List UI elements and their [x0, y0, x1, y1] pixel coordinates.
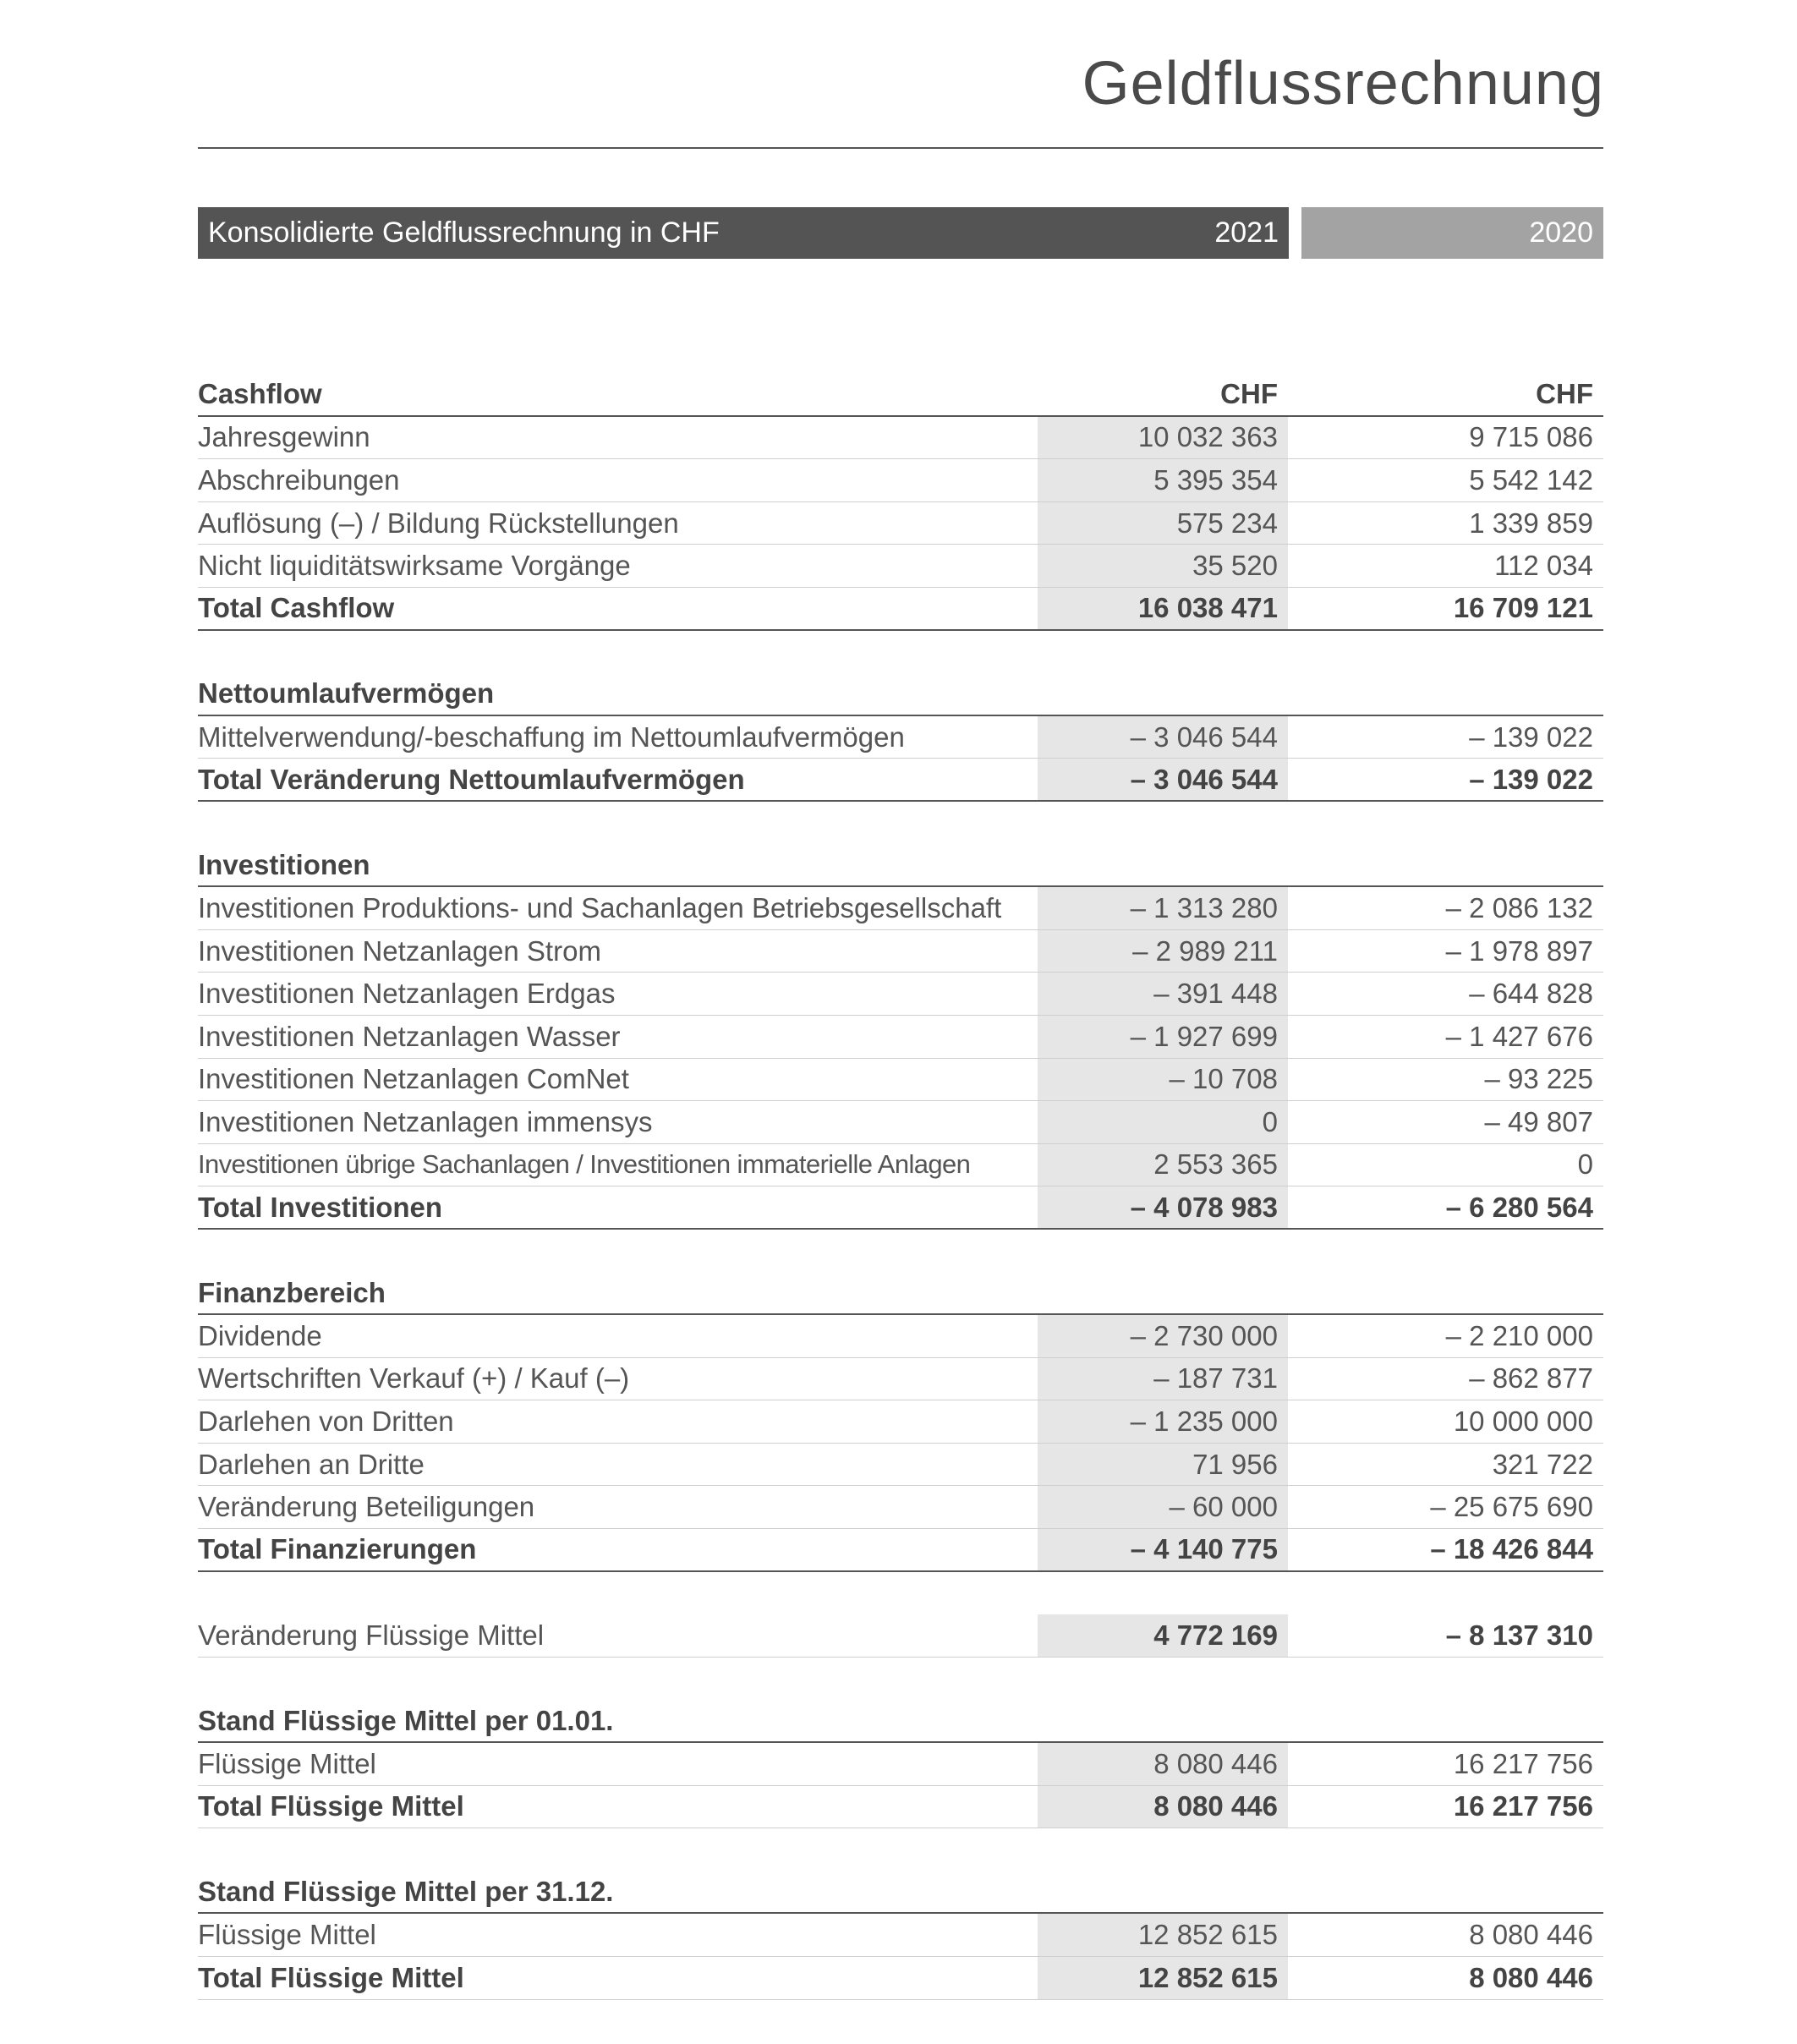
- row-label: Abschreibungen: [198, 463, 400, 496]
- value-2021: – 2 989 211: [1038, 930, 1288, 973]
- table-row: [198, 973, 1603, 1016]
- value-2020: – 6 280 564: [1445, 1191, 1593, 1223]
- table-row: [198, 1059, 1603, 1102]
- total-row-cashflow: [198, 588, 1603, 631]
- total-row-finanz: [198, 1529, 1603, 1572]
- total-row-stand-end: [198, 1957, 1603, 2000]
- value-2021: – 3 046 544: [1038, 759, 1288, 800]
- row-label: Investitionen Netzanlagen Erdgas: [198, 978, 616, 1010]
- value-2020: – 862 877: [1469, 1362, 1593, 1395]
- table-row: [198, 930, 1603, 973]
- section-header-cashflow: [198, 374, 1603, 417]
- row-label: Darlehen an Dritte: [198, 1448, 425, 1480]
- row-label: Veränderung Beteiligungen: [198, 1491, 535, 1523]
- row-label: Investitionen übrige Sachanlagen / Investitionen immaterielle Anlagen: [198, 1149, 971, 1180]
- value-2020: – 8 137 310: [1445, 1619, 1593, 1652]
- value-2021: – 187 731: [1038, 1358, 1288, 1400]
- section-header-finanz: [198, 1272, 1603, 1315]
- value-2021: – 10 708: [1038, 1059, 1288, 1101]
- row-label: Auflösung (–) / Bildung Rückstellungen: [198, 507, 679, 539]
- total-row-stand-start: [198, 1786, 1603, 1829]
- value-2020: 16 709 121: [1453, 592, 1593, 624]
- value-2020: – 1 427 676: [1445, 1020, 1593, 1052]
- row-label: Investitionen Netzanlagen immensys: [198, 1105, 653, 1137]
- value-2021: – 2 730 000: [1038, 1315, 1288, 1357]
- page-title: Geldflussrechnung: [1082, 50, 1604, 118]
- table-row: [198, 1144, 1603, 1187]
- table-row: [198, 716, 1603, 759]
- value-2021: – 391 448: [1038, 973, 1288, 1015]
- value-2021: 12 852 615: [1038, 1914, 1288, 1956]
- value-2020: 1 339 859: [1469, 507, 1593, 539]
- row-label: Flüssige Mittel: [198, 1747, 376, 1779]
- value-2021: 4 772 169: [1038, 1614, 1288, 1657]
- value-2020: 16 217 756: [1453, 1790, 1593, 1822]
- table-row: [198, 502, 1603, 545]
- section-title: Stand Flüssige Mittel per 01.01.: [198, 1704, 614, 1736]
- row-label: Darlehen von Dritten: [198, 1406, 454, 1438]
- table-row: [198, 459, 1603, 502]
- row-label: Nicht liquiditätswirksame Vorgänge: [198, 550, 631, 582]
- section-header-netto: [198, 673, 1603, 716]
- total-row-netto: [198, 759, 1603, 802]
- table-row: [198, 1486, 1603, 1529]
- row-label: Total Veränderung Nettoumlaufvermögen: [198, 763, 745, 795]
- value-2020: 0: [1577, 1148, 1593, 1181]
- row-label: Total Cashflow: [198, 592, 395, 624]
- value-2020: – 49 807: [1484, 1105, 1593, 1137]
- value-2020: – 139 022: [1469, 763, 1593, 795]
- value-2020: – 2 210 000: [1445, 1319, 1593, 1351]
- value-2021: – 1 313 280: [1038, 887, 1288, 929]
- change-liquid-assets-row: [198, 1614, 1603, 1658]
- table-row: [198, 887, 1603, 930]
- row-label: Investitionen Netzanlagen ComNet: [198, 1063, 629, 1095]
- value-2020: – 18 426 844: [1430, 1533, 1593, 1565]
- value-2021: – 3 046 544: [1038, 716, 1288, 759]
- value-2020: 8 080 446: [1469, 1919, 1593, 1951]
- value-2020: – 93 225: [1484, 1063, 1593, 1095]
- value-2020: 16 217 756: [1453, 1747, 1593, 1779]
- value-2020: – 2 086 132: [1445, 891, 1593, 923]
- section-header-stand-end: [198, 1871, 1603, 1915]
- row-label: Investitionen Netzanlagen Strom: [198, 934, 601, 967]
- section-header-invest: [198, 845, 1603, 888]
- table-row: [198, 1400, 1603, 1444]
- value-2021: 71 956: [1038, 1444, 1288, 1486]
- total-row-invest: [198, 1186, 1603, 1230]
- row-label: Flüssige Mittel: [198, 1919, 376, 1951]
- value-2021: 12 852 615: [1038, 1957, 1288, 1999]
- value-2020: 321 722: [1492, 1448, 1593, 1480]
- cashflow-table: [198, 374, 1603, 2000]
- section-title: Stand Flüssige Mittel per 31.12.: [198, 1876, 614, 1908]
- value-2020: 10 000 000: [1453, 1406, 1593, 1438]
- value-2021: 16 038 471: [1038, 588, 1288, 629]
- year-previous-label: 2020: [1529, 216, 1593, 249]
- value-2021: – 1 927 699: [1038, 1016, 1288, 1058]
- row-label: Investitionen Produktions- und Sachanlagen Betriebsgesellschaft: [198, 891, 1002, 923]
- table-row: [198, 1315, 1603, 1358]
- value-2020: 5 542 142: [1469, 463, 1593, 496]
- table-row: [198, 417, 1603, 460]
- title-divider: [198, 147, 1603, 149]
- table-row: [198, 1914, 1603, 1957]
- section-title: Cashflow: [198, 378, 322, 410]
- row-label: Total Finanzierungen: [198, 1533, 477, 1565]
- unit-current: CHF: [1220, 378, 1278, 410]
- value-2020: – 1 978 897: [1445, 934, 1593, 967]
- row-label: Wertschriften Verkauf (+) / Kauf (–): [198, 1362, 630, 1395]
- value-2021: – 4 078 983: [1038, 1186, 1288, 1228]
- row-label: Veränderung Flüssige Mittel: [198, 1619, 545, 1652]
- section-title: Investitionen: [198, 848, 370, 880]
- unit-previous: CHF: [1536, 378, 1593, 410]
- table-header-label: Konsolidierte Geldflussrechnung in CHF: [208, 216, 720, 249]
- value-2021: – 1 235 000: [1038, 1400, 1288, 1443]
- table-row: [198, 545, 1603, 588]
- value-2021: 8 080 446: [1038, 1786, 1288, 1828]
- value-2020: – 139 022: [1469, 721, 1593, 753]
- row-label: Total Investitionen: [198, 1191, 443, 1223]
- row-label: Total Flüssige Mittel: [198, 1961, 464, 1993]
- value-2021: 0: [1038, 1101, 1288, 1143]
- row-label: Mittelverwendung/-beschaffung im Nettoumlaufvermögen: [198, 721, 905, 753]
- table-header-bar: [198, 207, 1289, 259]
- value-2021: 35 520: [1038, 545, 1288, 587]
- value-2021: – 60 000: [1038, 1486, 1288, 1528]
- value-2020: – 644 828: [1469, 978, 1593, 1010]
- row-label: Jahresgewinn: [198, 421, 370, 453]
- value-2021: – 4 140 775: [1038, 1529, 1288, 1570]
- section-title: Nettoumlaufvermögen: [198, 677, 495, 710]
- year-previous-header: [1301, 207, 1603, 259]
- section-header-stand-start: [198, 1700, 1603, 1743]
- section-title: Finanzbereich: [198, 1276, 386, 1308]
- value-2020: 9 715 086: [1469, 421, 1593, 453]
- table-row: [198, 1358, 1603, 1401]
- value-2020: – 25 675 690: [1430, 1491, 1593, 1523]
- row-label: Investitionen Netzanlagen Wasser: [198, 1020, 621, 1052]
- table-row: [198, 1444, 1603, 1487]
- table-row: [198, 1743, 1603, 1786]
- value-2021: 575 234: [1038, 502, 1288, 545]
- value-2021: 2 553 365: [1038, 1144, 1288, 1186]
- value-2020: 112 034: [1494, 550, 1593, 582]
- value-2021: 5 395 354: [1038, 459, 1288, 501]
- row-label: Dividende: [198, 1319, 322, 1351]
- row-label: Total Flüssige Mittel: [198, 1790, 464, 1822]
- table-row: [198, 1016, 1603, 1059]
- value-2021: 10 032 363: [1038, 417, 1288, 459]
- value-2021: 8 080 446: [1038, 1743, 1288, 1785]
- value-2020: 8 080 446: [1469, 1961, 1593, 1993]
- table-row: [198, 1101, 1603, 1144]
- year-current-label: 2021: [1214, 216, 1279, 249]
